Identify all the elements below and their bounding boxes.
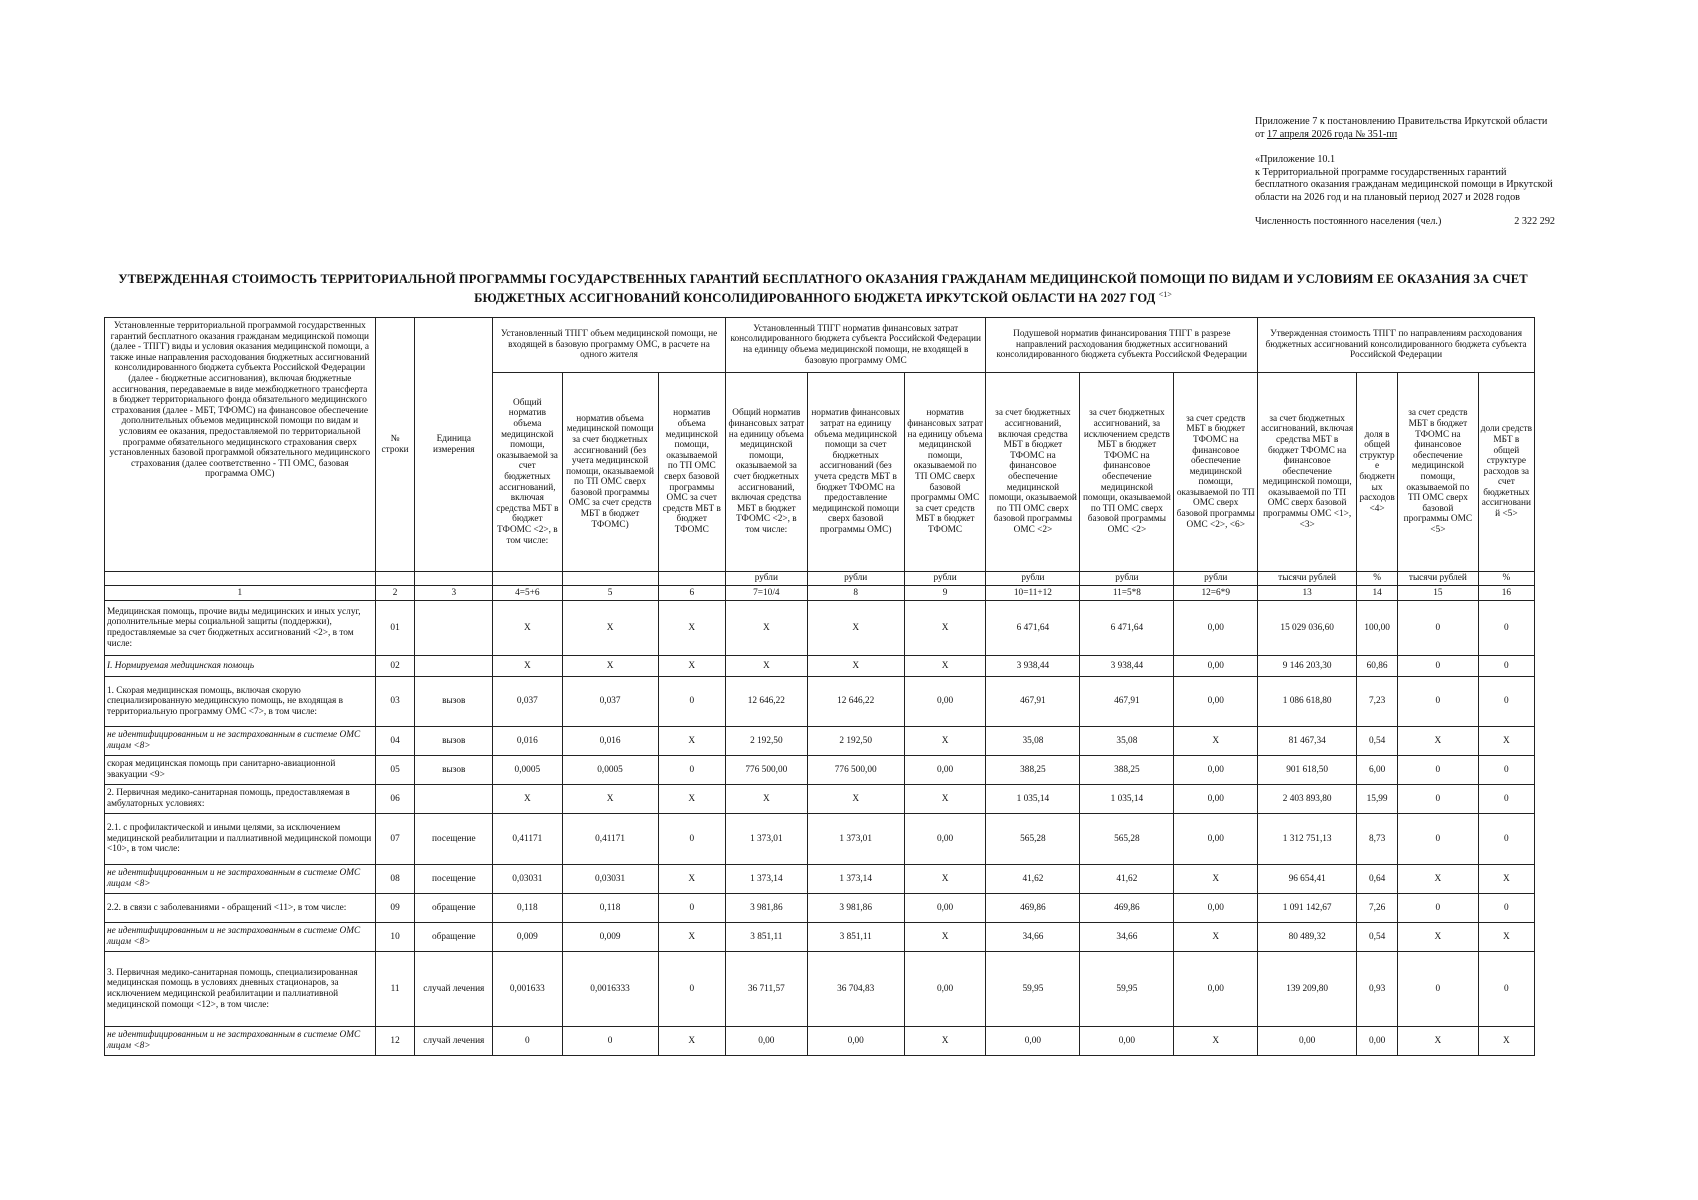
column-number-row-cell: 5 bbox=[562, 586, 658, 601]
row-value: X bbox=[658, 1027, 725, 1056]
row-value: X bbox=[1398, 1027, 1479, 1056]
title-text: УТВЕРЖДЕННАЯ СТОИМОСТЬ ТЕРРИТОРИАЛЬНОЙ ПРОГРАММЫ ГОСУДАРСТВЕННЫХ ГАРАНТИЙ БЕСПЛАТНОГО ОКАЗАНИЯ ГРАЖДАНАМ МЕДИЦИНСКОЙ ПОМОЩИ ПО ВИДАМ И УСЛОВИЯМ ЕЕ ОКАЗАНИЯ ЗА СЧЕТ БЮДЖЕТНЫХ АССИГНОВАНИЙ КОНСОЛИДИРОВАННОГО БЮДЖЕТА ИРКУТСКОЙ ОБЛАСТИ НА 2027 ГОД bbox=[118, 272, 1528, 306]
row-value: 0 bbox=[1478, 677, 1534, 727]
row-name: 2.1. с профилактической и иными целями, за исключением медицинской реабилитации и паллиативной медицинской помощи <10>, в том числе: bbox=[105, 814, 376, 865]
row-value: 7,23 bbox=[1357, 677, 1398, 727]
row-value: 388,25 bbox=[986, 756, 1080, 785]
row-value: 776 500,00 bbox=[725, 756, 807, 785]
row-value: X bbox=[1398, 865, 1479, 894]
row-value: 388,25 bbox=[1080, 756, 1174, 785]
row-value: X bbox=[725, 785, 807, 814]
row-value: X bbox=[904, 923, 986, 952]
row-value: 0 bbox=[1478, 952, 1534, 1027]
row-value: 0 bbox=[1478, 656, 1534, 677]
row-value: 2 403 893,80 bbox=[1258, 785, 1357, 814]
row-value: 0,00 bbox=[725, 1027, 807, 1056]
row-value: 0,009 bbox=[562, 923, 658, 952]
row-value: 96 654,41 bbox=[1258, 865, 1357, 894]
table-row bbox=[105, 727, 1535, 756]
row-value: 8,73 bbox=[1357, 814, 1398, 865]
table-row bbox=[105, 756, 1535, 785]
row-value: 0,54 bbox=[1357, 923, 1398, 952]
annex-line-4: к Территориальной программе государственных гарантий бесплатного оказания гражданам медицинской помощи в Иркутской области на 2026 год и на плановый период 2027 и 2028 годов bbox=[1255, 166, 1553, 203]
row-value: 1 373,14 bbox=[725, 865, 807, 894]
row-value: 1 035,14 bbox=[986, 785, 1080, 814]
row-value: X bbox=[493, 601, 562, 656]
column-number-row-cell: 15 bbox=[1398, 586, 1479, 601]
row-number: 07 bbox=[375, 814, 415, 865]
row-value: 2 192,50 bbox=[807, 727, 904, 756]
row-value: 0,037 bbox=[562, 677, 658, 727]
row-number: 11 bbox=[375, 952, 415, 1027]
row-value: 80 489,32 bbox=[1258, 923, 1357, 952]
row-value: X bbox=[1174, 1027, 1258, 1056]
units-row-cell: рубли bbox=[1080, 572, 1174, 586]
row-value: 0,001633 bbox=[493, 952, 562, 1027]
row-value: X bbox=[904, 601, 986, 656]
row-unit: вызов bbox=[415, 727, 493, 756]
column-number-row-cell: 16 bbox=[1478, 586, 1534, 601]
units-row-cell: % bbox=[1478, 572, 1534, 586]
row-value: 469,86 bbox=[1080, 894, 1174, 923]
row-unit: обращение bbox=[415, 923, 493, 952]
row-value: 0 bbox=[1478, 601, 1534, 656]
row-value: 565,28 bbox=[986, 814, 1080, 865]
row-value: 3 938,44 bbox=[1080, 656, 1174, 677]
header-c12: за счет средств МБТ в бюджет ТФОМС на финансовое обеспечение медицинской помощи, оказываемой по ТП ОМС сверх базовой программы ОМС <2>, <6> bbox=[1174, 373, 1258, 572]
row-value: X bbox=[562, 785, 658, 814]
column-number-row-cell: 9 bbox=[904, 586, 986, 601]
row-value: 0,03031 bbox=[562, 865, 658, 894]
row-value: 1 035,14 bbox=[1080, 785, 1174, 814]
population-line bbox=[1255, 216, 1555, 229]
header-group-approved: Утвержденная стоимость ТПГГ по направлениям расходования бюджетных ассигнований консолидированного бюджета субъекта Российской Федерации bbox=[1258, 318, 1535, 373]
row-value: 100,00 bbox=[1357, 601, 1398, 656]
row-value: 0 bbox=[1398, 952, 1479, 1027]
row-value: 12 646,22 bbox=[725, 677, 807, 727]
annex-date: 17 апреля 2026 года № 351-пп bbox=[1266, 128, 1398, 140]
row-value: 0,00 bbox=[1258, 1027, 1357, 1056]
table-row bbox=[105, 785, 1535, 814]
row-value: X bbox=[658, 785, 725, 814]
row-value: 3 851,11 bbox=[725, 923, 807, 952]
units-row-cell: рубли bbox=[807, 572, 904, 586]
row-value: 0 bbox=[1398, 656, 1479, 677]
row-value: 0,00 bbox=[807, 1027, 904, 1056]
row-value: 0,009 bbox=[493, 923, 562, 952]
header-group-volume: Установленный ТПГГ объем медицинской помощи, не входящей в базовую программу ОМС, в расчете на одного жителя bbox=[493, 318, 726, 373]
row-value: 3 938,44 bbox=[986, 656, 1080, 677]
row-value: 0,016 bbox=[493, 727, 562, 756]
row-value: 0 bbox=[658, 756, 725, 785]
row-value: X bbox=[904, 785, 986, 814]
row-value: X bbox=[658, 656, 725, 677]
row-name: не идентифицированным и не застрахованным в системе ОМС лицам <8> bbox=[105, 727, 376, 756]
row-value: 0 bbox=[562, 1027, 658, 1056]
row-value: 34,66 bbox=[986, 923, 1080, 952]
row-value: 3 981,86 bbox=[725, 894, 807, 923]
row-name: 2. Первичная медико-санитарная помощь, предоставляемая в амбулаторных условиях: bbox=[105, 785, 376, 814]
row-value: 0,0016333 bbox=[562, 952, 658, 1027]
row-name: 1. Скорая медицинская помощь, включая скорую специализированную медицинскую помощь, не входящая в территориальную программу ОМС <7>, в том числе: bbox=[105, 677, 376, 727]
row-value: X bbox=[658, 923, 725, 952]
row-value: 0,00 bbox=[904, 894, 986, 923]
row-value: 776 500,00 bbox=[807, 756, 904, 785]
population-label: Численность постоянного населения (чел.) bbox=[1255, 215, 1442, 227]
column-number-row-cell: 10=11+12 bbox=[986, 586, 1080, 601]
row-value: 0,00 bbox=[904, 756, 986, 785]
column-number-row-cell: 8 bbox=[807, 586, 904, 601]
row-number: 09 bbox=[375, 894, 415, 923]
row-value: 3 851,11 bbox=[807, 923, 904, 952]
row-value: 0,037 bbox=[493, 677, 562, 727]
row-value: 0,00 bbox=[904, 814, 986, 865]
row-value: 0,00 bbox=[904, 677, 986, 727]
row-name: не идентифицированным и не застрахованным в системе ОМС лицам <8> bbox=[105, 1027, 376, 1056]
table-row bbox=[105, 952, 1535, 1027]
column-number-row bbox=[105, 586, 1535, 601]
row-number: 08 bbox=[375, 865, 415, 894]
row-number: 01 bbox=[375, 601, 415, 656]
column-number-row-cell: 7=10/4 bbox=[725, 586, 807, 601]
units-row-cell: тысячи рублей bbox=[1258, 572, 1357, 586]
column-number-row-cell: 1 bbox=[105, 586, 376, 601]
row-name: 2.2. в связи с заболеваниями - обращений <11>, в том числе: bbox=[105, 894, 376, 923]
row-number: 06 bbox=[375, 785, 415, 814]
row-value: 3 981,86 bbox=[807, 894, 904, 923]
row-value: 36 711,57 bbox=[725, 952, 807, 1027]
row-value: 0 bbox=[658, 814, 725, 865]
row-value: 0 bbox=[1398, 894, 1479, 923]
row-value: X bbox=[725, 601, 807, 656]
column-number-row-cell: 6 bbox=[658, 586, 725, 601]
row-value: 0 bbox=[1398, 785, 1479, 814]
table-row bbox=[105, 923, 1535, 952]
row-value: 6 471,64 bbox=[986, 601, 1080, 656]
row-value: X bbox=[807, 785, 904, 814]
row-value: 41,62 bbox=[1080, 865, 1174, 894]
population-value: 2 322 292 bbox=[1514, 215, 1555, 227]
header-c16: доли средств МБТ в общей структуре расходов за счет бюджетных ассигнований <5> bbox=[1478, 373, 1534, 572]
row-value: 34,66 bbox=[1080, 923, 1174, 952]
row-number: 05 bbox=[375, 756, 415, 785]
row-value: X bbox=[562, 601, 658, 656]
header-c10: за счет бюджетных ассигнований, включая средства МБТ в бюджет ТФОМС на финансовое обеспечение медицинской помощи, оказываемой по ТП ОМС сверх базовой программы ОМС <2> bbox=[986, 373, 1080, 572]
annex-line-2 bbox=[1255, 129, 1555, 142]
row-value: X bbox=[493, 656, 562, 677]
row-number: 03 bbox=[375, 677, 415, 727]
row-value: X bbox=[725, 656, 807, 677]
units-row-cell: рубли bbox=[1174, 572, 1258, 586]
column-number-row-cell: 2 bbox=[375, 586, 415, 601]
row-value: 0,00 bbox=[1174, 814, 1258, 865]
row-value: 0,00 bbox=[1080, 1027, 1174, 1056]
row-value: 0 bbox=[1478, 814, 1534, 865]
table-row bbox=[105, 894, 1535, 923]
header-group-percapita: Подушевой норматив финансирования ТПГГ в разрезе направлений расходования бюджетных ассигнований консолидированного бюджета субъекта Российской Федерации bbox=[986, 318, 1258, 373]
row-value: 0,41171 bbox=[562, 814, 658, 865]
row-number: 12 bbox=[375, 1027, 415, 1056]
row-unit: посещение bbox=[415, 865, 493, 894]
row-value: 0,03031 bbox=[493, 865, 562, 894]
units-row bbox=[105, 572, 1535, 586]
row-value: 81 467,34 bbox=[1258, 727, 1357, 756]
row-name: скорая медицинская помощь при санитарно-авиационной эвакуации <9> bbox=[105, 756, 376, 785]
row-number: 02 bbox=[375, 656, 415, 677]
header-c4: Общий норматив объема медицинской помощи, оказываемой за счет бюджетных ассигнований, включая средства МБТ в бюджет ТФОМС <2>, в том числе: bbox=[493, 373, 562, 572]
row-value: 0,118 bbox=[493, 894, 562, 923]
header-group-cost: Установленный ТПГГ норматив финансовых затрат консолидированного бюджета субъекта Российской Федерации на единицу объема медицинской помощи, не входящей в базовую программу ОМС bbox=[725, 318, 985, 373]
row-unit bbox=[415, 656, 493, 677]
row-value: X bbox=[658, 865, 725, 894]
column-number-row-cell: 14 bbox=[1357, 586, 1398, 601]
row-value: X bbox=[1478, 1027, 1534, 1056]
row-value: 0 bbox=[1478, 785, 1534, 814]
row-value: 0,00 bbox=[1174, 785, 1258, 814]
row-value: 467,91 bbox=[986, 677, 1080, 727]
row-value: 0,016 bbox=[562, 727, 658, 756]
column-number-row-cell: 3 bbox=[415, 586, 493, 601]
row-name: не идентифицированным и не застрахованным в системе ОМС лицам <8> bbox=[105, 865, 376, 894]
row-value: 1 373,01 bbox=[725, 814, 807, 865]
row-value: 0 bbox=[658, 894, 725, 923]
row-value: 1 373,14 bbox=[807, 865, 904, 894]
row-name: не идентифицированным и не застрахованным в системе ОМС лицам <8> bbox=[105, 923, 376, 952]
row-value: 9 146 203,30 bbox=[1258, 656, 1357, 677]
units-row-cell bbox=[658, 572, 725, 586]
table-row bbox=[105, 865, 1535, 894]
row-value: 1 373,01 bbox=[807, 814, 904, 865]
header-c2: № строки bbox=[375, 318, 415, 572]
row-value: X bbox=[904, 727, 986, 756]
row-value: 0,00 bbox=[1174, 756, 1258, 785]
table-row bbox=[105, 601, 1535, 656]
row-name: I. Нормируемая медицинская помощь bbox=[105, 656, 376, 677]
row-value: 59,95 bbox=[986, 952, 1080, 1027]
annex-line-3: «Приложение 10.1 bbox=[1255, 154, 1336, 166]
row-unit: случай лечения bbox=[415, 952, 493, 1027]
header-c3: Единица измерения bbox=[415, 318, 493, 572]
table-row bbox=[105, 677, 1535, 727]
units-row-cell bbox=[562, 572, 658, 586]
row-value: 0,00 bbox=[1174, 656, 1258, 677]
row-value: 0,00 bbox=[1174, 601, 1258, 656]
row-value: 0,41171 bbox=[493, 814, 562, 865]
row-value: 0 bbox=[658, 952, 725, 1027]
column-number-row-cell: 11=5*8 bbox=[1080, 586, 1174, 601]
row-value: X bbox=[807, 601, 904, 656]
row-value: 15 029 036,60 bbox=[1258, 601, 1357, 656]
row-value: 0 bbox=[1478, 894, 1534, 923]
row-value: 1 091 142,67 bbox=[1258, 894, 1357, 923]
annex-line-1: Приложение 7 к постановлению Правительства Иркутской области bbox=[1255, 116, 1548, 127]
row-number: 10 bbox=[375, 923, 415, 952]
row-value: 0,00 bbox=[1357, 1027, 1398, 1056]
units-row-cell: рубли bbox=[986, 572, 1080, 586]
row-value: 0 bbox=[1478, 756, 1534, 785]
row-value: 0 bbox=[1398, 814, 1479, 865]
row-value: X bbox=[658, 601, 725, 656]
units-row-cell: % bbox=[1357, 572, 1398, 586]
row-unit bbox=[415, 785, 493, 814]
row-name: 3. Первичная медико-санитарная помощь, специализированная медицинская помощь в условиях дневных стационаров, за исключением медицинской реабилитации и паллиативной медицинской помощи <12>, в том числе: bbox=[105, 952, 376, 1027]
row-value: 901 618,50 bbox=[1258, 756, 1357, 785]
row-value: 6,00 bbox=[1357, 756, 1398, 785]
header-c5: норматив объема медицинской помощи за счет бюджетных ассигнований (без учета медицинской помощи, оказываемой по ТП ОМС сверх базовой программы ОМС за счет средств МБТ в бюджет ТФОМС) bbox=[562, 373, 658, 572]
table-row bbox=[105, 1027, 1535, 1056]
row-value: 15,99 bbox=[1357, 785, 1398, 814]
row-value: 0,00 bbox=[904, 952, 986, 1027]
units-row-cell: рубли bbox=[725, 572, 807, 586]
annex-block bbox=[1255, 116, 1555, 228]
row-value: 12 646,22 bbox=[807, 677, 904, 727]
annex-date-prefix: от bbox=[1255, 128, 1267, 140]
row-value: X bbox=[904, 865, 986, 894]
document-title bbox=[108, 272, 1538, 306]
units-row-cell bbox=[493, 572, 562, 586]
row-value: X bbox=[1398, 727, 1479, 756]
column-number-row-cell: 4=5+6 bbox=[493, 586, 562, 601]
header-c14: доля в общей структуре бюджетных расходов <4> bbox=[1357, 373, 1398, 572]
table-row bbox=[105, 814, 1535, 865]
row-value: 0,00 bbox=[1174, 894, 1258, 923]
row-value: 36 704,83 bbox=[807, 952, 904, 1027]
row-value: 1 312 751,13 bbox=[1258, 814, 1357, 865]
row-value: X bbox=[1174, 923, 1258, 952]
header-c8: норматив финансовых затрат на единицу объема медицинской помощи за счет бюджетных ассигнований (без учета средств МБТ в бюджет ТФОМС на предоставление медицинской помощи сверх базовой программы ОМС) bbox=[807, 373, 904, 572]
row-value: 0,0005 bbox=[493, 756, 562, 785]
header-c9: норматив финансовых затрат на единицу объема медицинской помощи, оказываемой по ТП ОМС сверх базовой программы ОМС за счет средств МБТ в бюджет ТФОМС bbox=[904, 373, 986, 572]
row-value: X bbox=[493, 785, 562, 814]
header-c1: Установленные территориальной программой государственных гарантий бесплатного оказания гражданам медицинской помощи (далее - ТПГГ) виды и условия оказания медицинской помощи, а также иные направления расходования бюджетных ассигнований консолидированного бюджета субъекта Российской Федерации (далее - бюджетные ассигнования), включая бюджетные ассигнования, передаваемые в виде межбюджетного трансферта в бюджет территориального фонда обязательного медицинского страхования (далее - МБТ, ТФОМС) на финансовое обеспечение дополнительных объемов медицинской помощи по видам и условиям ее оказания, предоставляемой по территориальной программе обязательного медицинского страхования сверх установленных базовой программой обязательного медицинского страхования (далее соответственно - ТП ОМС, базовая программа ОМС) bbox=[105, 318, 376, 572]
row-value: X bbox=[1478, 865, 1534, 894]
row-value: 0,00 bbox=[1174, 952, 1258, 1027]
row-value: X bbox=[1174, 727, 1258, 756]
row-value: 6 471,64 bbox=[1080, 601, 1174, 656]
row-value: X bbox=[904, 1027, 986, 1056]
row-value: 59,95 bbox=[1080, 952, 1174, 1027]
row-value: 469,86 bbox=[986, 894, 1080, 923]
row-unit: посещение bbox=[415, 814, 493, 865]
row-value: 7,26 bbox=[1357, 894, 1398, 923]
cost-table bbox=[104, 317, 1535, 1056]
row-value: 0 bbox=[1398, 601, 1479, 656]
units-row-cell: рубли bbox=[904, 572, 986, 586]
row-value: X bbox=[658, 727, 725, 756]
row-unit: вызов bbox=[415, 756, 493, 785]
row-value: 2 192,50 bbox=[725, 727, 807, 756]
row-number: 04 bbox=[375, 727, 415, 756]
row-value: X bbox=[904, 656, 986, 677]
row-value: 0,0005 bbox=[562, 756, 658, 785]
row-unit bbox=[415, 601, 493, 656]
row-value: 41,62 bbox=[986, 865, 1080, 894]
row-name: Медицинская помощь, прочие виды медицинских и иных услуг, дополнительные меры социальной защиты (поддержки), предоставляемые за счет бюджетных ассигнований <2>, в том числе: bbox=[105, 601, 376, 656]
row-value: 0,54 bbox=[1357, 727, 1398, 756]
header-c15: за счет средств МБТ в бюджет ТФОМС на финансовое обеспечение медицинской помощи, оказываемой по ТП ОМС сверх базовой программы ОМС <5> bbox=[1398, 373, 1479, 572]
row-unit: обращение bbox=[415, 894, 493, 923]
header-c7: Общий норматив финансовых затрат на единицу объема медицинской помощи, оказываемой за счет бюджетных ассигнований, включая средства МБТ в бюджет ТФОМС <2>, в том числе: bbox=[725, 373, 807, 572]
row-value: 467,91 bbox=[1080, 677, 1174, 727]
row-value: 35,08 bbox=[1080, 727, 1174, 756]
units-row-cell bbox=[375, 572, 415, 586]
row-value: 565,28 bbox=[1080, 814, 1174, 865]
units-row-cell: тысячи рублей bbox=[1398, 572, 1479, 586]
row-value: X bbox=[1174, 865, 1258, 894]
row-unit: случай лечения bbox=[415, 1027, 493, 1056]
row-value: 1 086 618,80 bbox=[1258, 677, 1357, 727]
row-value: X bbox=[1478, 727, 1534, 756]
row-value: 35,08 bbox=[986, 727, 1080, 756]
units-row-cell bbox=[105, 572, 376, 586]
row-value: 0 bbox=[1398, 677, 1479, 727]
row-value: 0 bbox=[658, 677, 725, 727]
row-value: 0,64 bbox=[1357, 865, 1398, 894]
column-number-row-cell: 12=6*9 bbox=[1174, 586, 1258, 601]
units-row-cell bbox=[415, 572, 493, 586]
row-value: 139 209,80 bbox=[1258, 952, 1357, 1027]
row-value: 0,118 bbox=[562, 894, 658, 923]
column-number-row-cell: 13 bbox=[1258, 586, 1357, 601]
row-value: 0,00 bbox=[986, 1027, 1080, 1056]
row-value: 0 bbox=[493, 1027, 562, 1056]
row-value: 0 bbox=[1398, 756, 1479, 785]
header-row-groups bbox=[105, 318, 1535, 373]
row-value: 0,93 bbox=[1357, 952, 1398, 1027]
row-value: X bbox=[807, 656, 904, 677]
row-value: X bbox=[562, 656, 658, 677]
table-row bbox=[105, 656, 1535, 677]
header-c13: за счет бюджетных ассигнований, включая средства МБТ в бюджет ТФОМС на финансовое обеспечение медицинской помощи, оказываемой по ТП ОМС сверх базовой программы ОМС <1>, <3> bbox=[1258, 373, 1357, 572]
title-note: <1> bbox=[1158, 290, 1172, 299]
row-value: 60,86 bbox=[1357, 656, 1398, 677]
row-unit: вызов bbox=[415, 677, 493, 727]
row-value: X bbox=[1478, 923, 1534, 952]
row-value: 0,00 bbox=[1174, 677, 1258, 727]
header-c6: норматив объема медицинской помощи, оказываемой по ТП ОМС сверх базовой программы ОМС за счет средств МБТ в бюджет ТФОМС bbox=[658, 373, 725, 572]
row-value: X bbox=[1398, 923, 1479, 952]
header-c11: за счет бюджетных ассигнований, за исключением средств МБТ в бюджет ТФОМС на финансовое обеспечение медицинской помощи, оказываемой по ТП ОМС сверх базовой программы ОМС <2> bbox=[1080, 373, 1174, 572]
